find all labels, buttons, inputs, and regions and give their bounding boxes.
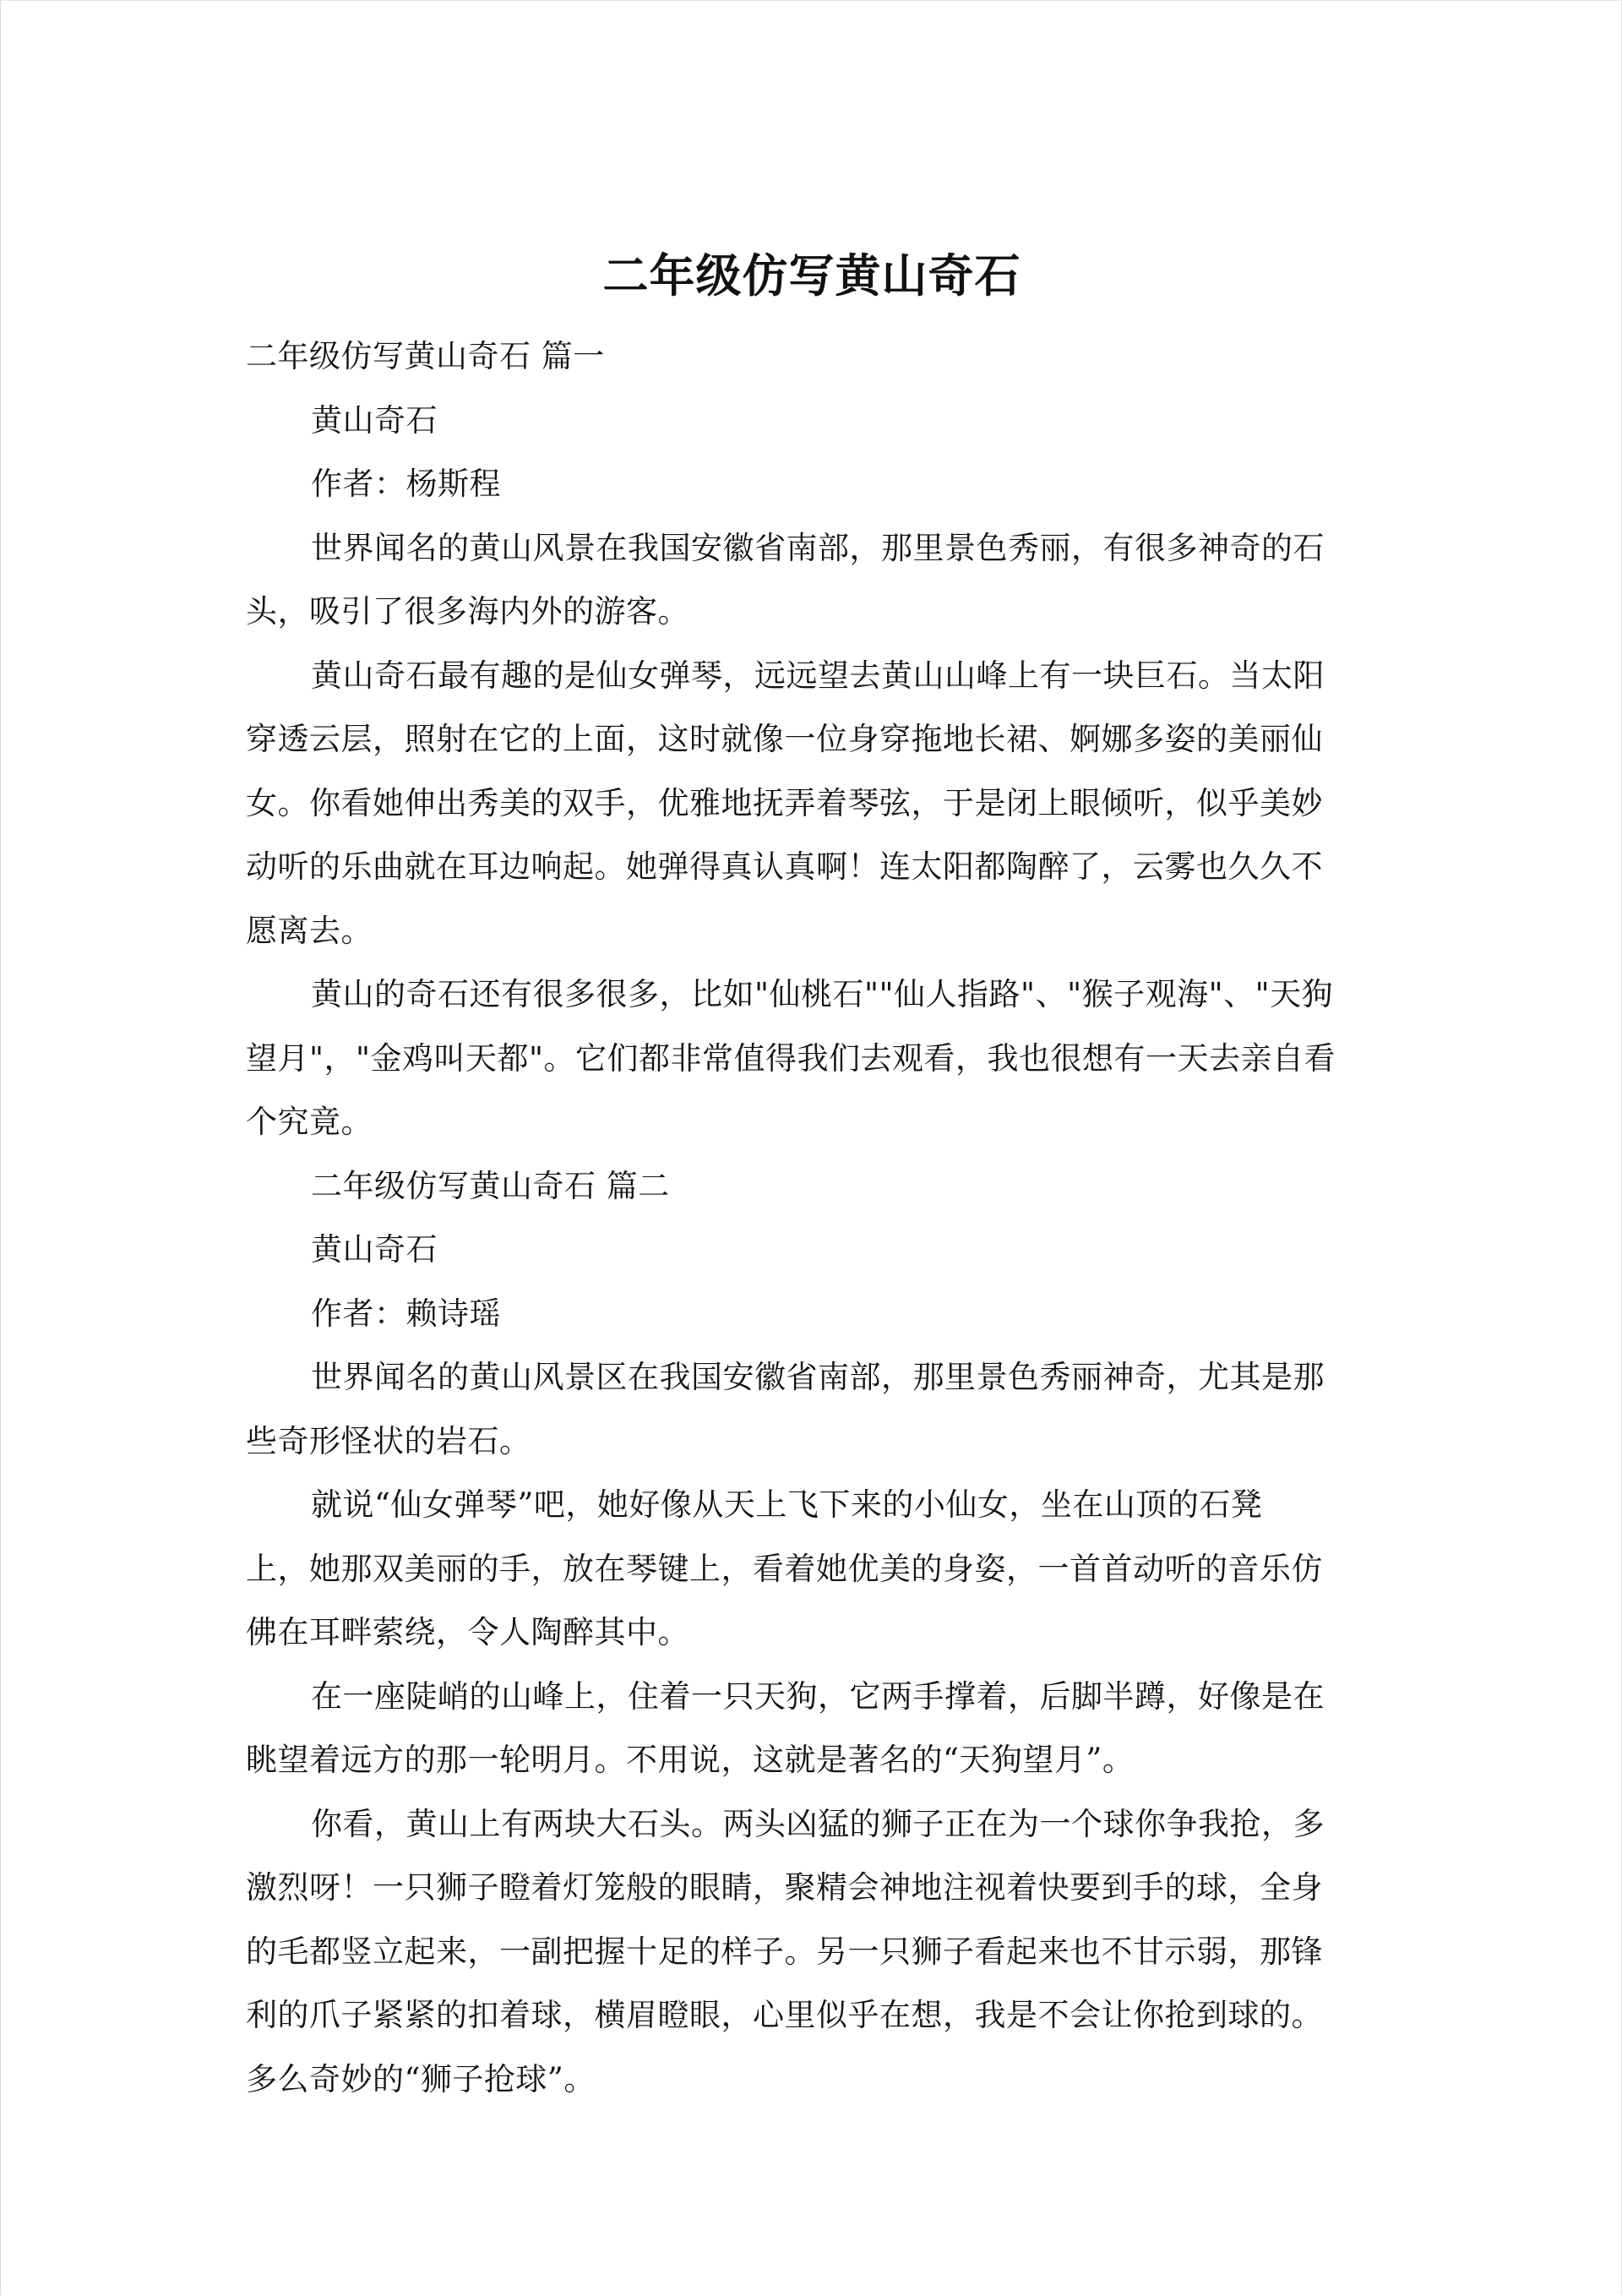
text-line: 上，她那双美丽的手，放在琴键上，看着她优美的身姿，一首首动听的音乐仿 bbox=[246, 1550, 1323, 1587]
text-line: 作者：赖诗瑶 bbox=[311, 1295, 501, 1332]
text-line: 在一座陡峭的山峰上，住着一只天狗，它两手撑着，后脚半蹲，好像是在 bbox=[311, 1677, 1325, 1715]
text-line: 世界闻名的黄山风景在我国安徽省南部，那里景色秀丽，有很多神奇的石 bbox=[311, 529, 1325, 566]
text-line: 作者：杨斯程 bbox=[311, 466, 501, 502]
text-line: 个究竟。 bbox=[246, 1104, 373, 1140]
document-title: 二年级仿写黄山奇石 bbox=[602, 249, 1021, 303]
text-line: 世界闻名的黄山风景区在我国安徽省南部，那里景色秀丽神奇，尤其是那 bbox=[311, 1359, 1325, 1395]
text-line: 黄山奇石 bbox=[311, 401, 438, 439]
text-line: 动听的乐曲就在耳边响起。她弹得真认真啊！连太阳都陶醉了，云雾也久久不 bbox=[246, 848, 1323, 885]
text-line: 女。你看她伸出秀美的双手，优雅地抚弄着琴弦，于是闭上眼倾听，似乎美妙 bbox=[246, 784, 1323, 821]
text-line: 激烈呀！一只狮子瞪着灯笼般的眼睛，聚精会神地注视着快要到手的球，全身 bbox=[246, 1869, 1323, 1906]
document-body bbox=[246, 324, 1369, 2111]
text-line: 利的爪子紧紧的扣着球，横眉瞪眼，心里似乎在想，我是不会让你抢到球的。 bbox=[246, 1997, 1323, 2033]
text-line: 的毛都竖立起来，一副把握十足的样子。另一只狮子看起来也不甘示弱，那锋 bbox=[246, 1933, 1323, 1970]
text-line: 愿离去。 bbox=[246, 912, 373, 949]
text-line: 二年级仿写黄山奇石 篇二 bbox=[311, 1167, 670, 1204]
text-line: 你看，黄山上有两块大石头。两头凶猛的狮子正在为一个球你争我抢，多 bbox=[311, 1805, 1325, 1842]
text-line: 头，吸引了很多海内外的游客。 bbox=[246, 593, 689, 630]
text-line: 二年级仿写黄山奇石 篇一 bbox=[246, 338, 605, 374]
text-line: 望月"，"金鸡叫天都"。它们都非常值得我们去观看，我也很想有一天去亲自看 bbox=[246, 1039, 1336, 1077]
text-line: 就说“仙女弹琴”吧，她好像从天上飞下来的小仙女，坐在山顶的石凳 bbox=[311, 1486, 1263, 1523]
text-line: 些奇形怪状的岩石。 bbox=[246, 1422, 531, 1459]
text-line: 穿透云层，照射在它的上面，这时就像一位身穿拖地长裙、婀娜多姿的美丽仙 bbox=[246, 721, 1323, 757]
text-line: 黄山的奇石还有很多很多，比如"仙桃石""仙人指路"、"猴子观海"、"天狗 bbox=[311, 976, 1334, 1012]
text-line: 黄山奇石 bbox=[311, 1231, 438, 1268]
text-line: 眺望着远方的那一轮明月。不用说，这就是著名的“天狗望月”。 bbox=[246, 1742, 1135, 1778]
text-line: 佛在耳畔萦绕，令人陶醉其中。 bbox=[246, 1614, 689, 1650]
text-line: 多么奇妙的“狮子抢球”。 bbox=[246, 2060, 596, 2097]
text-line: 黄山奇石最有趣的是仙女弹琴，远远望去黄山山峰上有一块巨石。当太阳 bbox=[311, 657, 1325, 694]
